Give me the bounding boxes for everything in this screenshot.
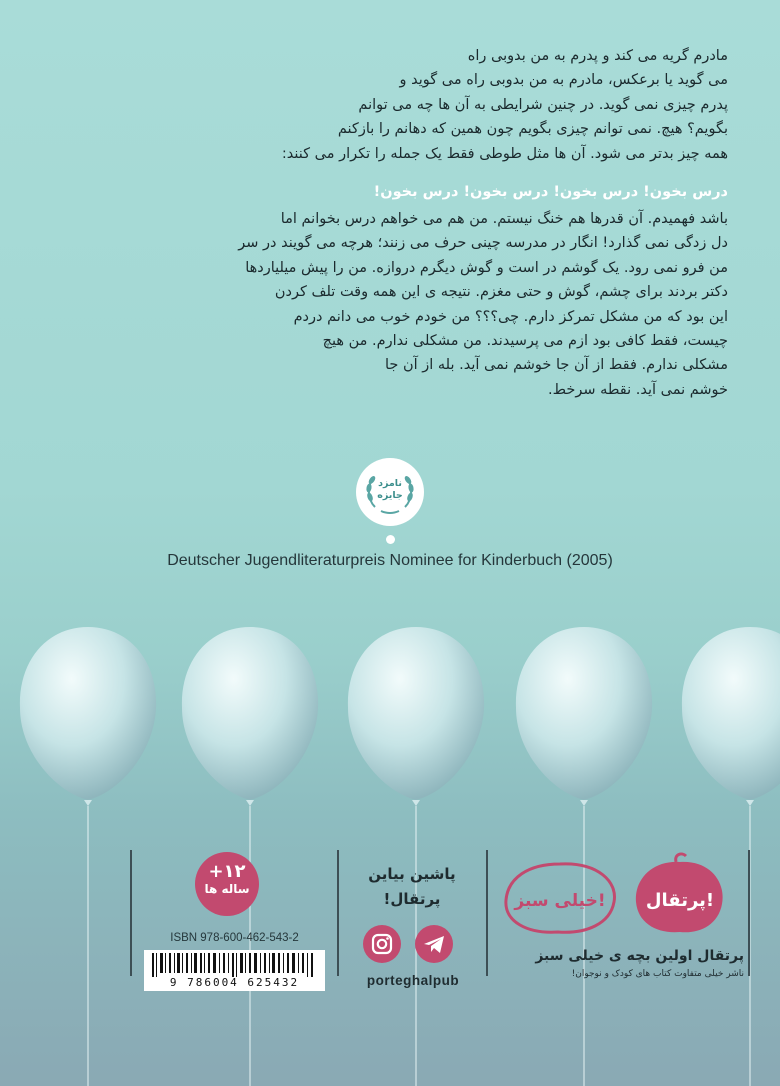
award-caption: Deutscher Jugendliteraturpreis Nominee for Kinderbuch (2005) <box>167 552 613 569</box>
ending-line-2: پرتقال! <box>383 890 441 908</box>
text-line: باشد فهمیدم. آن قدرها هم خنگ نیستم. من هم می خواهم درس بخوانم اما <box>280 211 728 227</box>
ending-line-1: پاشین بیاین <box>368 865 456 883</box>
telegram-icon[interactable] <box>414 924 454 964</box>
story-excerpt-paragraph-2 <box>128 207 728 402</box>
publisher-logo-text: پرتقال! <box>645 890 715 911</box>
text-line: این بود که من مشکل تمرکز دارم. چی؟؟؟ من خودم خوب می دانم دردم <box>293 308 728 325</box>
barcode-digits: 9 786004 625432 <box>169 976 300 989</box>
imprint-logo-text: خیلی سبز! <box>514 891 606 911</box>
balloons-illustration <box>0 610 780 1086</box>
text-line: مادرم گریه می کند و پدرم به من بدوبی راه <box>467 48 728 64</box>
text-line: دل زدگی نمی گذارد! انگار در مدرسه چینی حرف می زنند؛ هرچه می گویند در سر <box>238 235 728 252</box>
social-handle: porteghalpub <box>366 973 460 988</box>
ending-text <box>348 862 476 912</box>
age-rating-badge <box>195 852 259 916</box>
age-number: +۱۲ <box>208 861 246 882</box>
text-line: همه چیز بدتر می شود. آن ها مثل طوطی فقط یک جمله را تکرار می کنند: <box>281 145 728 162</box>
balloon <box>348 627 484 1086</box>
text-line: چیست، فقط کافی بود ازم می پرسیدند. من مشکلی ندارم. من هیچ <box>322 333 728 350</box>
text-line: بگویم؟ هیچ. نمی توانم چیزی بگویم چون همین که دهانم را بازکنم <box>337 121 728 138</box>
instagram-icon[interactable] <box>362 924 402 964</box>
publisher-logo <box>630 852 730 936</box>
award-nominee-badge <box>356 458 424 526</box>
text-line: من فرو نمی رود. یک گوشم در است و گوش دیگرم دروازه. من را پیش میلیاردها <box>245 259 728 276</box>
text-line: پدرم چیزی نمی گوید. در چنین شرایطی به آن ها چه می توانم <box>358 96 728 113</box>
badge-line-2: جایزه <box>377 490 403 501</box>
text-line: مشکلی ندارم. فقط از آن جا خوشم نمی آید. بله از آن جا <box>384 357 728 374</box>
isbn-number: ISBN 978-600-462-543-2 <box>170 932 299 944</box>
badge-label <box>361 478 419 502</box>
text-line: دکتر بردند برای چشم، گوش و حتی مغزم. نتیجه ی این همه وقت تلف کردن <box>274 284 728 301</box>
panel-divider <box>337 850 339 976</box>
text-line: خوشم نمی آید. نقطه سرخط. <box>547 381 728 398</box>
barcode-bars <box>144 950 325 978</box>
badge-line-1: نامزد <box>378 478 402 489</box>
story-excerpt-paragraph-1 <box>128 44 728 166</box>
imprint-logo <box>498 858 622 938</box>
text-line: می گوید یا برعکس، مادرم به من بدوبی راه می گوید و <box>399 72 728 89</box>
repeated-shout-line: درس بخون! درس بخون! درس بخون! درس بخون! <box>373 184 728 200</box>
panel-divider <box>748 850 750 976</box>
publisher-subslogan: ناشر خیلی متفاوت کتاب های کودک و نوجوان! <box>571 969 744 979</box>
badge-dot <box>386 535 395 544</box>
panel-divider <box>486 850 488 976</box>
panel-divider <box>130 850 132 976</box>
age-label: ساله ها <box>204 882 250 896</box>
publisher-slogan: پرتقال اولین بچه ی خیلی سبز <box>535 948 744 964</box>
balloon <box>20 627 156 1086</box>
